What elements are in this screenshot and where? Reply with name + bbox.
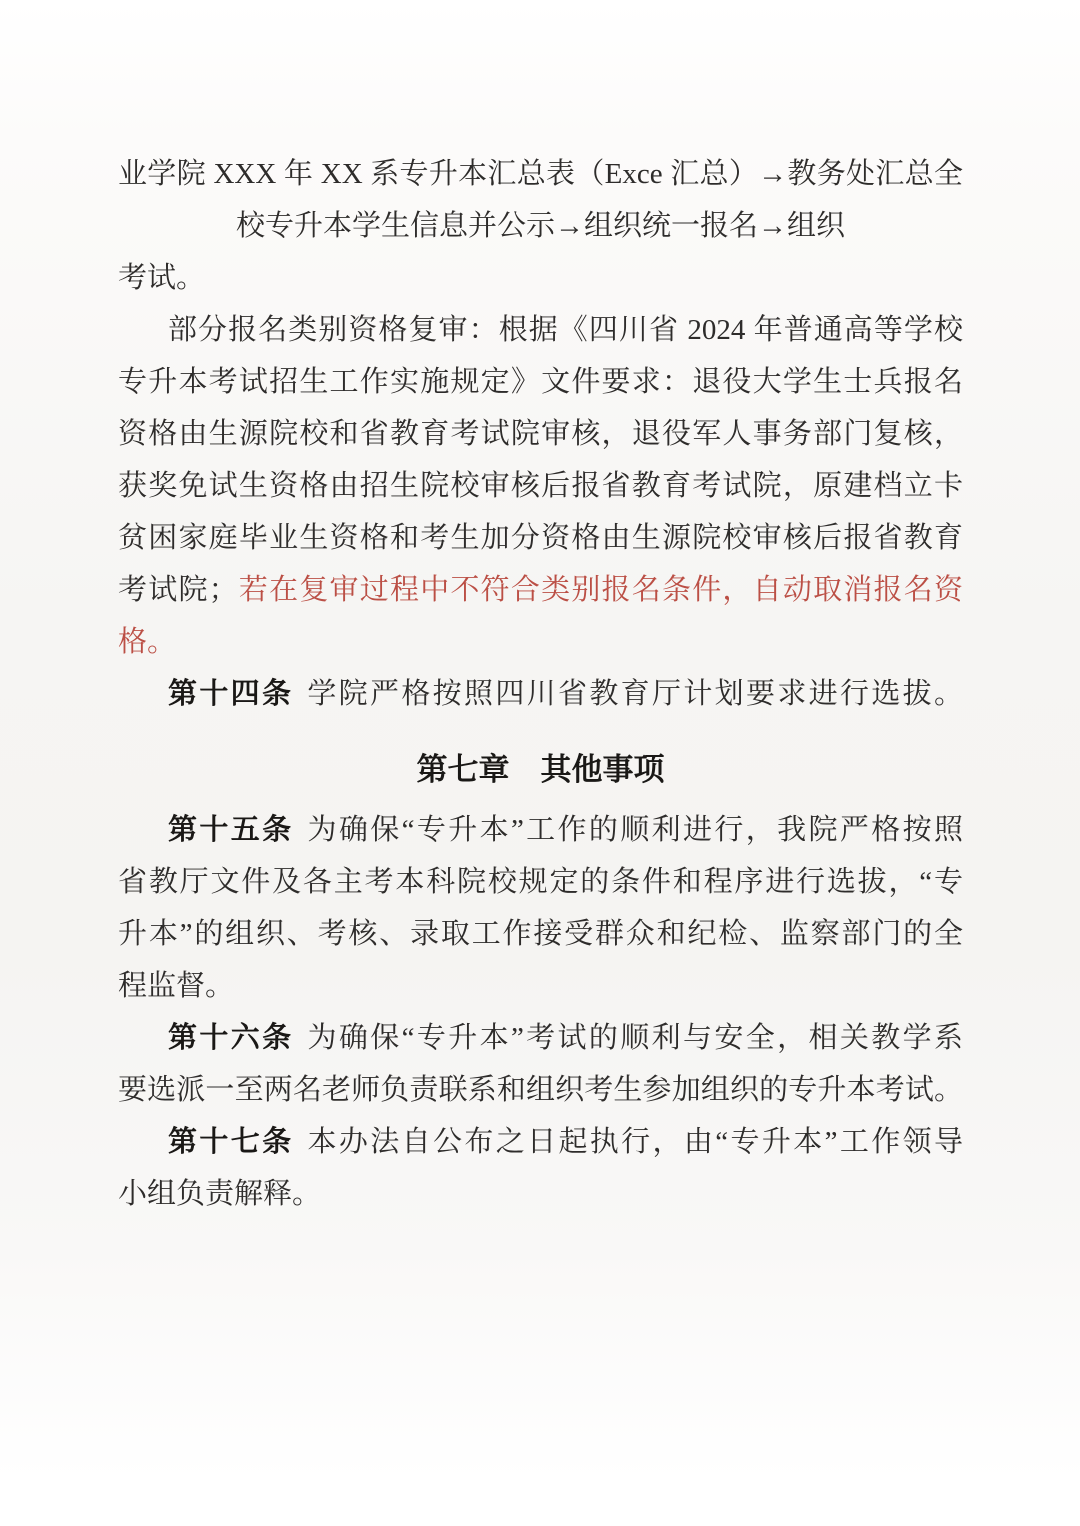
document-line bbox=[118, 1064, 963, 1116]
document-line bbox=[118, 856, 963, 908]
document-line bbox=[118, 960, 963, 1012]
text-segment: 资格由生源院校和省教育考试院审核，退役军人事务部门复核， bbox=[118, 418, 963, 450]
document-line bbox=[118, 408, 963, 460]
document-line bbox=[118, 252, 963, 304]
text-segment: 考试院； bbox=[118, 574, 238, 606]
text-segment: 要选派一至两名老师负责联系和组织考生参加组织的专升本考试。 bbox=[118, 1074, 963, 1106]
article-number-label: 第十六条 bbox=[168, 1022, 294, 1054]
document-line bbox=[118, 460, 963, 512]
document-line bbox=[118, 908, 963, 960]
document-line bbox=[118, 304, 963, 356]
document-line bbox=[118, 1168, 963, 1220]
document-line bbox=[118, 200, 963, 252]
text-segment: 小组负责解释。 bbox=[118, 1178, 322, 1210]
document-line bbox=[118, 1116, 963, 1168]
text-segment: 校专升本学生信息并公示→组织统一报名→组织 bbox=[235, 210, 845, 242]
text-segment: 第七章 其他事项 bbox=[416, 752, 665, 787]
document-line bbox=[118, 512, 963, 564]
text-segment: 学院严格按照四川省教育厅计划要求进行选拔。 bbox=[307, 678, 963, 710]
red-emphasis-text: 若在复审过程中不符合类别报名条件，自动取消报名资 bbox=[237, 574, 963, 606]
text-segment: 为确保“专升本”工作的顺利进行，我院严格按照 bbox=[307, 814, 963, 846]
text-segment: 业学院 XXX 年 XX 系专升本汇总表（Exce 汇总）→教务处汇总全 bbox=[118, 158, 963, 190]
document-line bbox=[118, 564, 963, 616]
article-number-label: 第十五条 bbox=[168, 814, 294, 846]
text-segment: 专升本考试招生工作实施规定》文件要求：退役大学生士兵报名 bbox=[118, 366, 963, 398]
text-segment: 为确保“专升本”考试的顺利与安全，相关教学系 bbox=[307, 1022, 963, 1054]
text-segment: 部分报名类别资格复审：根据《四川省 2024 年普通高等学校 bbox=[168, 314, 963, 346]
document-line bbox=[118, 1012, 963, 1064]
document-line bbox=[118, 356, 963, 408]
document-line bbox=[118, 148, 963, 200]
text-segment: 程监督。 bbox=[118, 970, 235, 1002]
article-number-label: 第十四条 bbox=[168, 678, 294, 710]
document-line bbox=[118, 616, 963, 668]
chapter-heading bbox=[118, 744, 963, 796]
document-line bbox=[118, 668, 963, 720]
text-segment: 考试。 bbox=[118, 262, 206, 294]
red-emphasis-text: 格。 bbox=[118, 626, 177, 658]
text-segment: 贫困家庭毕业生资格和考生加分资格由生源院校审核后报省教育 bbox=[118, 522, 963, 554]
text-segment: 本办法自公布之日起执行，由“专升本”工作领导 bbox=[307, 1126, 963, 1158]
text-segment: 升本”的组织、考核、录取工作接受群众和纪检、监察部门的全 bbox=[118, 918, 963, 950]
text-segment: 省教厅文件及各主考本科院校规定的条件和程序进行选拔，“专 bbox=[118, 866, 963, 898]
article-number-label: 第十七条 bbox=[168, 1126, 294, 1158]
document-content bbox=[118, 148, 963, 1220]
document-line bbox=[118, 804, 963, 856]
text-segment: 获奖免试生资格由招生院校审核后报省教育考试院，原建档立卡 bbox=[118, 470, 963, 502]
